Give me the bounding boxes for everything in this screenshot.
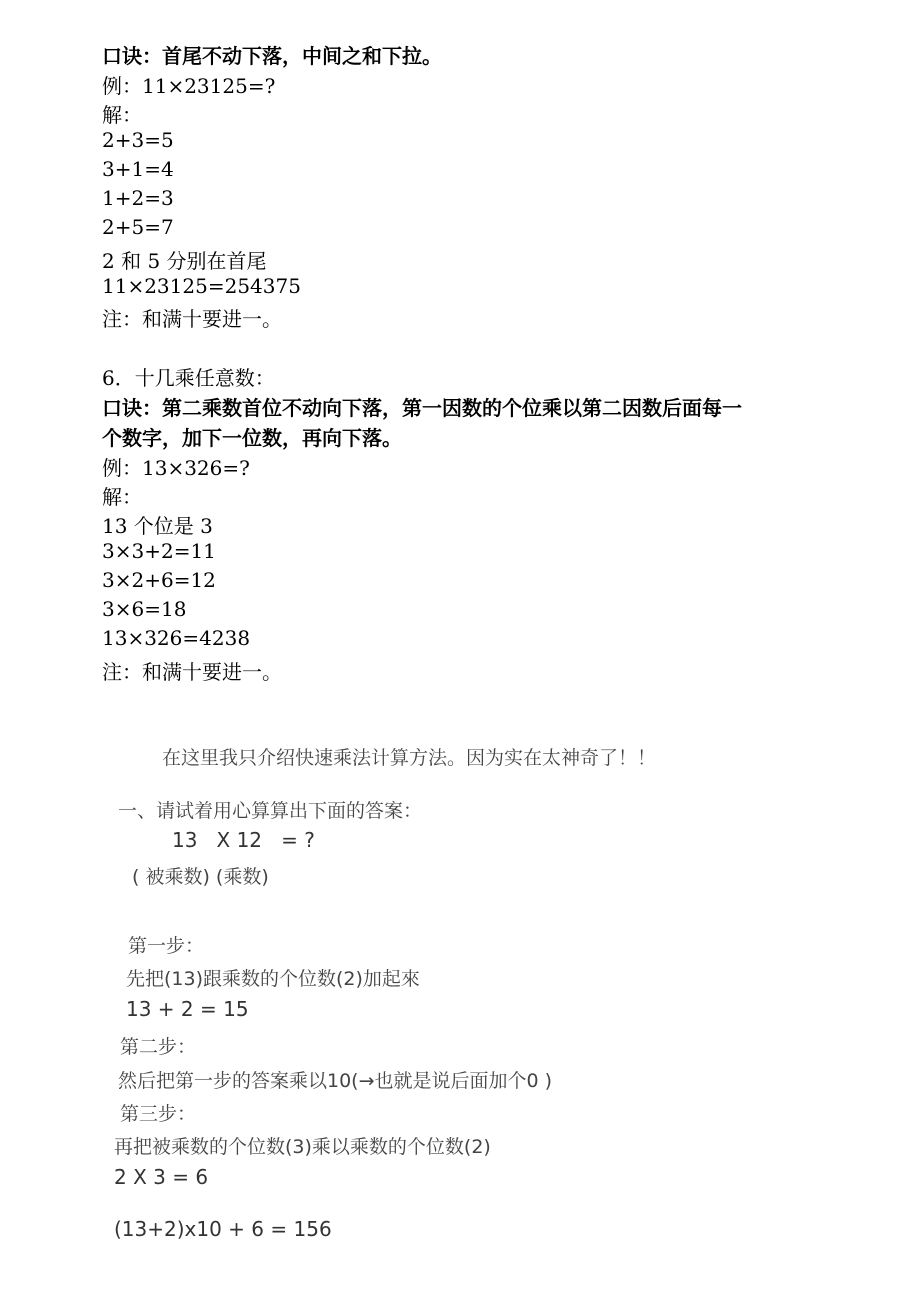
section5-step: 2+3=5 (102, 128, 174, 152)
section6-step: 13 个位是 3 (102, 514, 213, 538)
step2-text: 然后把第一步的答案乘以10(→也就是说后面加个0 ) (118, 1070, 553, 1092)
equation: 13 X 12 = ? (172, 828, 315, 852)
section6-step: 3×6=18 (102, 597, 187, 621)
final-equation: (13+2)x10 + 6 = 156 (114, 1217, 332, 1241)
section5-rhyme: 口诀：首尾不动下落，中间之和下拉。 (102, 44, 442, 68)
step3-title: 第三步： (120, 1103, 197, 1125)
section6-rhyme-line1: 口诀：第二乘数首位不动向下落，第一因数的个位乘以第二因数后面每一 (102, 396, 742, 420)
step1-text: 先把(13)跟乘数的个位数(2)加起來 (126, 968, 420, 990)
section5-step: 2+5=7 (102, 215, 174, 239)
section6-step: 3×2+6=12 (102, 568, 216, 592)
intro-text: 在这里我只介绍快速乘法计算方法。因为实在太神奇了！！ (162, 747, 657, 769)
section5-step: 11×23125=254375 (102, 274, 301, 298)
section5-example: 例：11×23125=? (102, 74, 276, 98)
section5-step: 1+2=3 (102, 186, 174, 210)
section6-note: 注：和满十要进一。 (102, 660, 282, 684)
section6-step: 3×3+2=11 (102, 539, 216, 563)
section5-step: 3+1=4 (102, 157, 174, 181)
step1-equation: 13 + 2 = 15 (126, 997, 249, 1021)
operand-labels: ( 被乘数) (乘数) (132, 866, 269, 888)
step3-equation: 2 X 3 = 6 (114, 1165, 209, 1189)
step2-title: 第二步： (120, 1036, 197, 1058)
step3-text: 再把被乘数的个位数(3)乘以乘数的个位数(2) (114, 1136, 491, 1158)
step1-title: 第一步： (128, 935, 205, 957)
section5-solution-label: 解： (102, 103, 142, 127)
section6-step: 13×326=4238 (102, 626, 251, 650)
section6-rhyme-line2: 个数字，加下一位数，再向下落。 (102, 426, 402, 450)
section6-example: 例：13×326=? (102, 456, 250, 480)
section6-heading: 6．十几乘任意数： (102, 366, 275, 390)
section5-note: 注：和满十要进一。 (102, 307, 282, 331)
section5-step: 2 和 5 分别在首尾 (102, 249, 267, 273)
section6-solution-label: 解： (102, 485, 142, 509)
question-title: 一、请试着用心算算出下面的答案： (118, 800, 423, 822)
